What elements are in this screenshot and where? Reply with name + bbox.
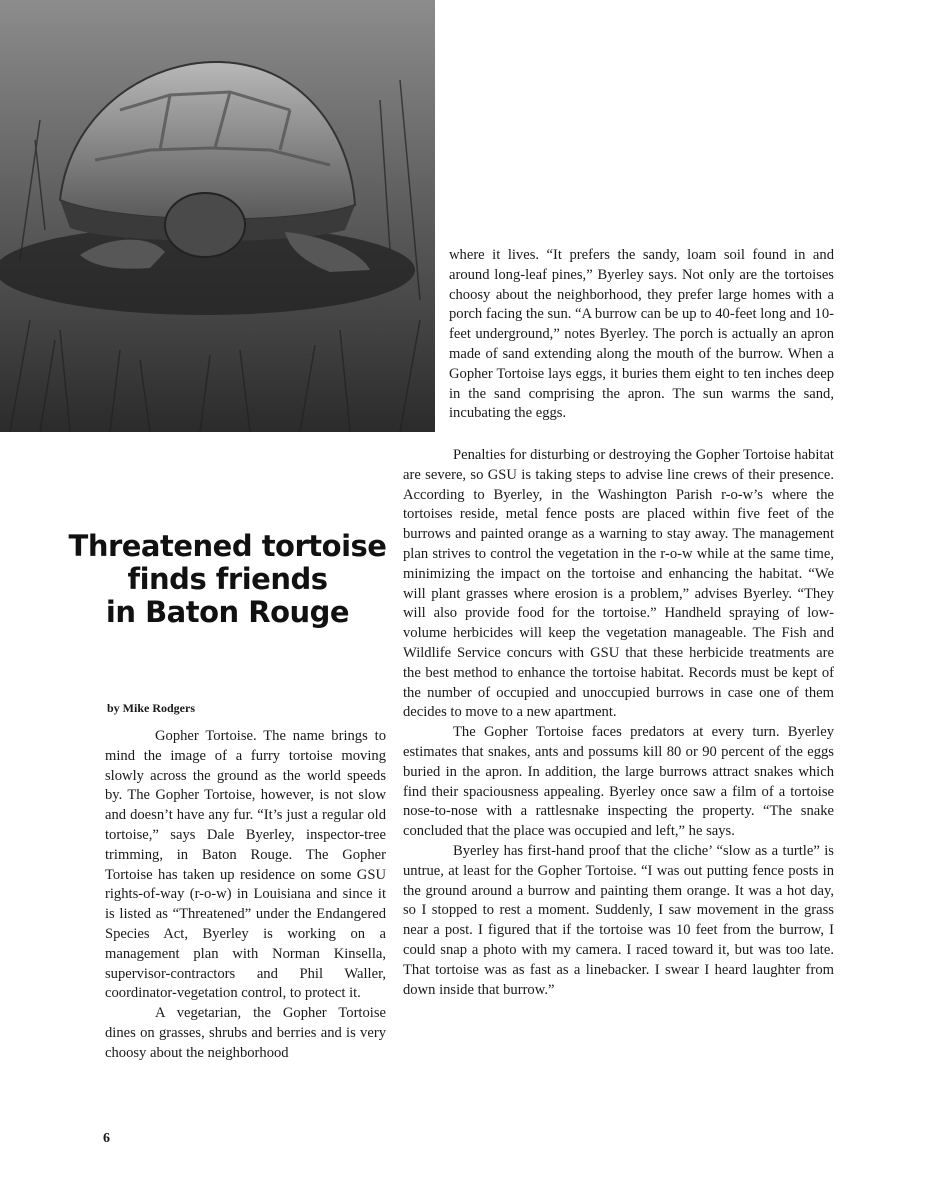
- paragraph: Gopher Tortoise. The name brings to mind the image of a furry tortoise moving slowly across the ground as the world speeds by. The Gopher Tortoise, however, is not slow and doesn’t have any fur. “It’s just a regular old tortoise,” says Dale Byerley, inspector-tree trimming, in Baton Rouge. The Gopher Tortoise has taken up residence on some GSU rights-of-way (r-o-w) in Louisiana and since it is listed as “Threatened” under the Endangered Species Act, Byerley is working on a management plan with Norman Kinsella, supervisor-contractors and Phil Waller, coordinator-vegetation control, to protect it.: [105, 728, 386, 1002]
- paragraph: where it lives. “It prefers the sandy, loam soil found in and around long-leaf pines,” Byerley says. Not only are the tortoises choosy about the neighborhood, they prefer large homes with a porch facing the sun. “A burrow can be up to 40-feet long and 10-feet underground,” notes Byerley. The porch is actually an apron made of sand extending along the mouth of the burrow. When a Gopher Tortoise lays eggs, it buries them eight to ten inches deep in the sand comprising the apron. The sun warms the sand, incubating the eggs.: [449, 247, 834, 422]
- headline: [60, 530, 395, 629]
- headline-line-3: in Baton Rouge: [105, 595, 350, 629]
- paragraph: Byerley has first-hand proof that the cliche’ “slow as a turtle” is untrue, at least for the Gopher Tortoise. “I was out putting fence posts in the ground around a burrow and painting them orange. It was a hot day, so I stopped to rest a moment. Suddenly, I saw movement in the grass near a post. I figured that if the tortoise was 10 feet from the burrow, I could snap a photo with my camera. I raced toward it, but was too late. That tortoise was as fast as a linebacker. I swear I heard laughter from down inside that burrow.”: [403, 842, 834, 998]
- headline-line-1: Threatened tortoise: [68, 529, 387, 563]
- paragraph: A vegetarian, the Gopher Tortoise dines on grasses, shrubs and berries and is very choosy about the neighborhood: [105, 1005, 386, 1061]
- left-column: [105, 727, 386, 1064]
- headline-line-2: finds friends: [127, 562, 328, 596]
- byline: by Mike Rodgers: [107, 701, 195, 715]
- right-column-top: [449, 246, 834, 424]
- tortoise-illustration: [0, 0, 435, 432]
- paragraph: The Gopher Tortoise faces predators at every turn. Byerley estimates that snakes, ants and possums kill 80 or 90 percent of the eggs buried in the apron. In addition, the large burrows attract snakes which find their spaciousness appealing. Byerley once saw a film of a tortoise nose-to-nose with a rattlesnake inspecting the property. “The snake concluded that the place was occupied and left,” he says.: [403, 724, 834, 840]
- tortoise-photo: [0, 0, 435, 432]
- right-column: [403, 446, 834, 1000]
- paragraph: Penalties for disturbing or destroying the Gopher Tortoise habitat are severe, so GSU is taking steps to advise line crews of their presence. According to Byerley, in the Washington Parish r-o-w’s where the tortoises reside, metal fence posts are placed within five feet of the burrows and painted orange as a warning to stay away. The management plan strives to control the vegetation in the r-o-w while at the same time, minimizing the impact on the tortoise and enhancing the habitat. “We will plant grasses where erosion is a problem,” advises Byerley. “They will also provide food for the tortoise.” Handheld spraying of low-volume herbicides will keep the vegetation manageable. The Fish and Wildlife Service concurs with GSU that these herbicide treatments are the best method to enhance the tortoise habitat. Records must be kept of the number of occupied and unoccupied burrows in case one of them decides to move to a new apartment.: [403, 447, 834, 721]
- page-number: 6: [103, 1131, 110, 1146]
